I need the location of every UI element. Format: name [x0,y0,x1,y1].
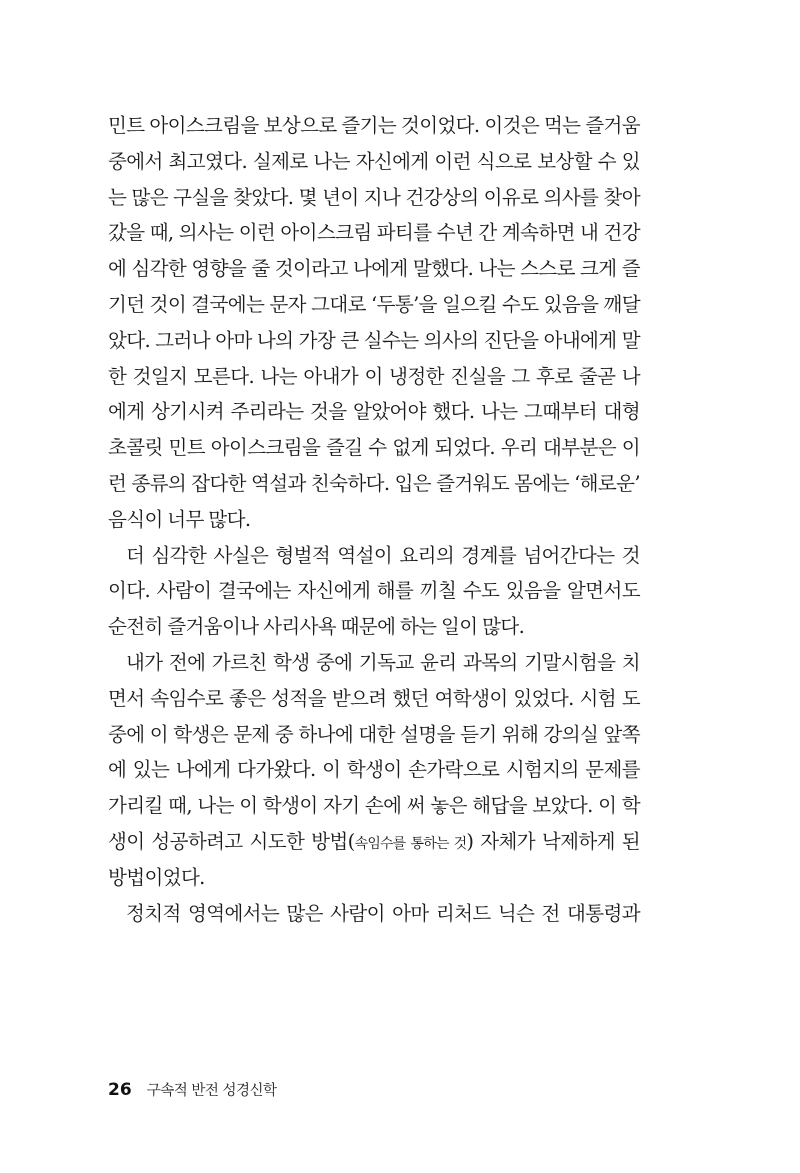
text-line: 중에 이 학생은 문제 중 하나에 대한 설명을 듣기 위해 강의실 앞쪽 [108,722,640,746]
text-line-with-parenthetical [108,824,640,860]
text-line: 에 있는 나에게 다가왔다. 이 학생이 손가락으로 시험지의 문제를 [108,758,640,782]
paragraph-start-line: 정치적 영역에서는 많은 사람이 아마 리처드 닉슨 전 대통령과 [126,901,640,925]
line-text-after: ) 자체가 낙제하게 된 [466,829,640,853]
paragraph-end-line: 순전히 즐거움이나 사리사욕 때문에 하는 일이 많다. [108,615,525,639]
text-line: 민트 아이스크림을 보상으로 즐기는 것이었다. 이것은 먹는 즐거움 [108,114,640,137]
paragraph-start-line: 더 심각한 사실은 형벌적 역설이 요리의 경계를 넘어간다는 것 [126,543,640,567]
text-line: 에 심각한 영향을 줄 것이라고 나에게 말했다. 나는 스스로 크게 즐 [108,257,640,281]
text-line: 한 것일지 모른다. 나는 아내가 이 냉정한 진실을 그 후로 줄곧 나 [108,364,640,388]
text-line: 이다. 사람이 결국에는 자신에게 해를 끼칠 수도 있음을 알면서도 [108,579,640,603]
text-line: 기던 것이 결국에는 문자 그대로 ‘두통’을 일으킬 수도 있음을 깨달 [108,292,640,316]
text-line: 갔을 때, 의사는 이런 아이스크림 파티를 수년 간 계속하면 내 건강 [108,221,640,245]
text-line: 는 많은 구실을 찾았다. 몇 년이 지나 건강상의 이유로 의사를 찾아 [108,185,640,209]
paragraph-end-line: 방법이었다. [108,865,205,889]
line-text-before: 생이 성공하려고 시도한 방법( [108,829,355,853]
paragraph-end-line: 음식이 너무 많다. [108,507,251,531]
text-line: 면서 속임수로 좋은 성적을 받으려 했던 여학생이 있었다. 시험 도 [108,686,640,710]
parenthetical-note: 속임수를 통하는 것 [354,835,467,852]
paragraph-start-line: 내가 전에 가르친 학생 중에 기독교 윤리 과목의 기말시험을 치 [126,650,640,674]
text-line: 중에서 최고였다. 실제로 나는 자신에게 이런 식으로 보상할 수 있 [108,149,640,173]
page-footer [108,1078,277,1102]
page-number: 26 [108,1080,132,1100]
running-title: 구속적 반전 성경신학 [146,1083,277,1099]
text-line: 런 종류의 잡다한 역설과 친숙하다. 입은 즐거워도 몸에는 ‘해로운’ [108,471,640,495]
page-body [108,108,640,931]
text-line: 에게 상기시켜 주리라는 것을 알았어야 했다. 나는 그때부터 대형 [108,400,640,424]
text-line: 초콜릿 민트 아이스크림을 즐길 수 없게 되었다. 우리 대부분은 이 [108,436,640,460]
text-line: 가리킬 때, 나는 이 학생이 자기 손에 써 놓은 해답을 보았다. 이 학 [108,794,640,818]
text-line: 았다. 그러나 아마 나의 가장 큰 실수는 의사의 진단을 아내에게 말 [108,328,640,352]
